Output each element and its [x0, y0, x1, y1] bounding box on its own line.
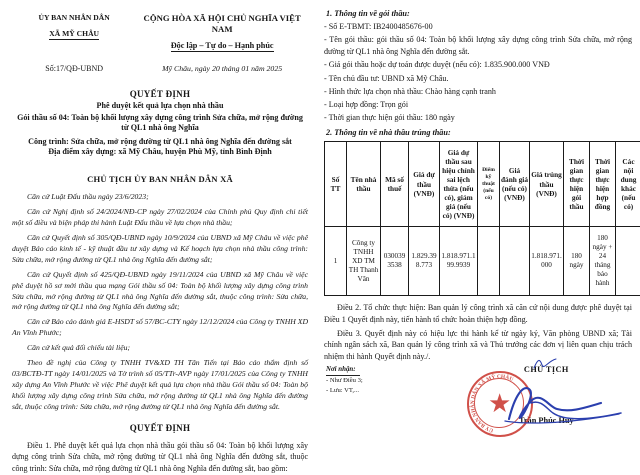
- seal-star-icon: ★: [488, 391, 511, 417]
- col-gia-danh-gia: Giá đánh giá (nếu có) (VNĐ): [500, 142, 530, 227]
- recipients-block: [324, 365, 461, 425]
- svg-text:ỦY BAN NHÂN DÂN XÃ MỸ CHÂU: ỦY BAN NHÂN DÂN XÃ MỸ CHÂU: [469, 373, 514, 435]
- package-info-item: - Thời gian thực hiện gói thầu: 180 ngày: [324, 112, 632, 124]
- signer-name: Trần Phúc Huy: [461, 416, 632, 425]
- national-title: CỘNG HÒA XÃ HỘI CHỦ NGHĨA VIỆT NAM: [136, 13, 308, 34]
- cell-ten-nha-thau: Công ty TNHH XD TM TH Thanh Vân: [347, 227, 381, 296]
- section-1-heading: 1. Thông tin về gói thầu:: [326, 9, 632, 18]
- cell-diem-ky-thuat: [478, 227, 500, 296]
- left-column: [0, 0, 318, 446]
- cell-tg-goi-thau: 180 ngày: [564, 227, 590, 296]
- recital-item: Căn cứ Quyết định số 425/QĐ-UBND ngày 19/11/2024 của UBND xã Mỹ Châu về việc phê duyệt hồ sơ mời thầu qua mạng Gói thầu số 04: Toàn bộ khối lượng xây dựng công trình Sửa chữa, mở rộng đường từ QL1 nhà ông Nghĩa đến đường sắt, thuộc công trình: Sửa chữa, mở rộng đường từ QL1 nhà ông Nghĩa đến đường sắt;: [12, 270, 308, 314]
- signer-block: [461, 365, 632, 425]
- recipient-item: - Như Điều 3;: [326, 376, 461, 385]
- col-gia-trung-thau: Giá trúng thầu (VNĐ): [530, 142, 564, 227]
- package-title: Gói thầu số 04: Toàn bộ khối lượng xây dựng công trình Sửa chữa, mở rộng đường từ QL1 nhà ông Nghĩa: [12, 113, 308, 134]
- signature-row: [324, 365, 632, 425]
- col-ma-so-thue: Mã số thuế: [381, 142, 409, 227]
- recipient-item: - Lưu: VT,...: [326, 386, 461, 395]
- national-header-block: [136, 13, 308, 54]
- col-ten-nha-thau: Tên nhà thầu: [347, 142, 381, 227]
- package-info-item: - Giá gói thầu hoặc dự toán được duyệt (nếu có): 1.835.900.000 VNĐ: [324, 59, 632, 71]
- cell-gia-danh-gia: [500, 227, 530, 296]
- right-column: [318, 0, 640, 446]
- recital-item: Căn cứ Quyết định số 305/QĐ-UBND ngày 10/9/2024 của UBND xã Mỹ Châu về việc phê duyệt Báo cáo kinh tế - kỹ thuật đầu tư xây dựng và Kế hoạch lựa chọn nhà thầu công trình: Sửa chữa, mở rộng đường từ QL1 nhà ông Nghĩa đến đường sắt;: [12, 233, 308, 266]
- decision-keyword: QUYẾT ĐỊNH: [12, 423, 308, 433]
- document-number: Số:17/QĐ-UBND: [12, 64, 136, 73]
- title-block: [12, 89, 308, 158]
- section-1-items: [324, 21, 632, 124]
- recital-item: Theo đề nghị của Công ty TNHH TV&XD TH Tân Tiến tại Báo cáo thẩm định số 03/BCTĐ-TT ngày 14/01/2025 và Tờ trình số 05/TTr-AVP ngày 17/01/2025 của Công ty TNHH xây dựng An Vĩnh Phước về việc Phê duyệt kết quả lựa chọn nhà thầu Gói thầu số 04: Toàn bộ khối lượng xây dựng công trình Sửa chữa, mở rộng đường từ QL1 nhà ông Nghĩa đến đường sắt, thuộc công trình: Sửa chữa, mở rộng đường từ QL1 nhà ông Nghĩa đến đường sắt.: [12, 358, 308, 413]
- official-seal-icon: [467, 371, 533, 437]
- cell-stt: 1: [325, 227, 347, 296]
- recitals-block: [12, 192, 308, 413]
- article-2-text: Điều 2. Tổ chức thực hiện: Ban quản lý công trình xã căn cứ nội dung được phê duyệt tại Điều 1 Quyết định này, tiến hành tổ chức hoàn thiện hợp đồng.: [324, 302, 632, 325]
- cell-ma-so-thue: 0300393538: [381, 227, 409, 296]
- initial-mark-icon: [532, 356, 558, 370]
- col-tg-goi-thau: Thời gian thực hiện gói thầu: [564, 142, 590, 227]
- decision-subtitle: Phê duyệt kết quả lựa chọn nhà thầu: [12, 101, 308, 112]
- issuing-authority-block: [12, 13, 136, 42]
- decision-title: QUYẾT ĐỊNH: [12, 89, 308, 101]
- table-row: [325, 227, 640, 296]
- org-line-2: XÃ MỸ CHÂU: [49, 30, 99, 40]
- col-tg-hop-dong: Thời gian thực hiện hợp đồng: [590, 142, 616, 227]
- recipients-title: Nơi nhận:: [326, 365, 461, 375]
- recital-item: Căn cứ kết quả đối chiếu tài liệu;: [12, 343, 308, 354]
- article-1-text: Điều 1. Phê duyệt kết quả lựa chọn nhà thầu gói thầu số 04: Toàn bộ khối lượng xây dựng công trình Sửa chữa, mở rộng đường từ QL1 nhà ông Nghĩa đến đường sắt, thuộc công trình: Sửa chữa, mở rộng đường từ QL1 nhà ông Nghĩa đến đường sắt, bao gồm:: [12, 440, 308, 475]
- recital-item: Căn cứ Nghị định số 24/2024/NĐ-CP ngày 27/02/2024 của Chính phủ Quy định chi tiết một số điều và biện pháp thi hành Luật Đấu thầu về lựa chọn nhà thầu;: [12, 207, 308, 229]
- recital-item: Căn cứ Báo cáo đánh giá E-HSDT số 57/BC-CTY ngày 12/12/2024 của Công ty TNHH XD An Vĩnh Phước;: [12, 317, 308, 339]
- recital-item: Căn cứ Luật Đấu thầu ngày 23/6/2023;: [12, 192, 308, 203]
- winning-bidder-table: [324, 141, 640, 296]
- location-title: Địa điểm xây dựng: xã Mỹ Châu, huyện Phù Mỹ, tỉnh Bình Định: [12, 147, 308, 158]
- package-info-item: - Tên gói thầu: gói thầu số 04: Toàn bộ khối lượng xây dựng công trình Sửa chữa, mở rộng đường từ QL1 nhà ông Nghĩa đến đường sắt.: [324, 34, 632, 58]
- article-3-text: Điều 3. Quyết định này có hiệu lực thi hành kể từ ngày ký, Văn phòng UBND xã; Tài chính ngân sách xã, Ban quản lý công trình xã và Thủ trưởng các đơn vị liên quan chịu trách nhiệm thi hành Quyết định này./.: [324, 328, 632, 363]
- cell-gia-hieu-chinh: 1.818.971.199.9939: [440, 227, 478, 296]
- cell-gia-trung-thau: 1.818.971.000: [530, 227, 564, 296]
- cell-tg-hop-dong: 180 ngày + 24 tháng bảo hành: [590, 227, 616, 296]
- work-title: Công trình: Sửa chữa, mở rộng đường từ QL1 nhà ông Nghĩa đến đường sắt: [12, 137, 308, 148]
- place-and-date: Mỹ Châu, ngày 20 tháng 01 năm 2025: [136, 64, 308, 73]
- national-motto: Độc lập – Tự do – Hạnh phúc: [171, 41, 274, 51]
- articles-2-3-block: [324, 302, 632, 363]
- package-info-item: - Loại hợp đồng: Trọn gói: [324, 99, 632, 111]
- section-2-heading: 2. Thông tin về nhà thầu trúng thầu:: [326, 128, 632, 137]
- col-diem-ky-thuat: Điểm kỹ thuật (nếu có): [478, 142, 500, 227]
- cell-gia-du-thau: 1.829.398.773: [409, 227, 440, 296]
- number-and-date-line: [12, 64, 308, 73]
- col-noi-dung-khac: Các nội dung khác (nếu có): [616, 142, 640, 227]
- document-header: [12, 13, 308, 54]
- col-stt: Số TT: [325, 142, 347, 227]
- col-gia-hieu-chinh: Giá dự thầu sau hiệu chỉnh sai lệch thừa (nếu có), giảm giá (nếu có) (VNĐ): [440, 142, 478, 227]
- package-info-item: - Tên chủ đầu tư: UBND xã Mỹ Châu.: [324, 73, 632, 85]
- signer-role: CHỦ TỊCH: [461, 365, 632, 374]
- org-line-1: ỦY BAN NHÂN DÂN: [12, 13, 136, 22]
- col-gia-du-thau: Giá dự thầu (VNĐ): [409, 142, 440, 227]
- package-info-item: - Số E-TBMT: IB2400485676-00: [324, 21, 632, 33]
- package-info-item: - Hình thức lựa chọn nhà thầu: Chào hàng cạnh tranh: [324, 86, 632, 98]
- seal-text-ring: [469, 373, 531, 435]
- article-1-block: [12, 440, 308, 475]
- issuing-authority-title: CHỦ TỊCH ỦY BAN NHÂN DÂN XÃ: [12, 174, 308, 184]
- table-header-row: [325, 142, 640, 227]
- cell-noi-dung-khac: [616, 227, 640, 296]
